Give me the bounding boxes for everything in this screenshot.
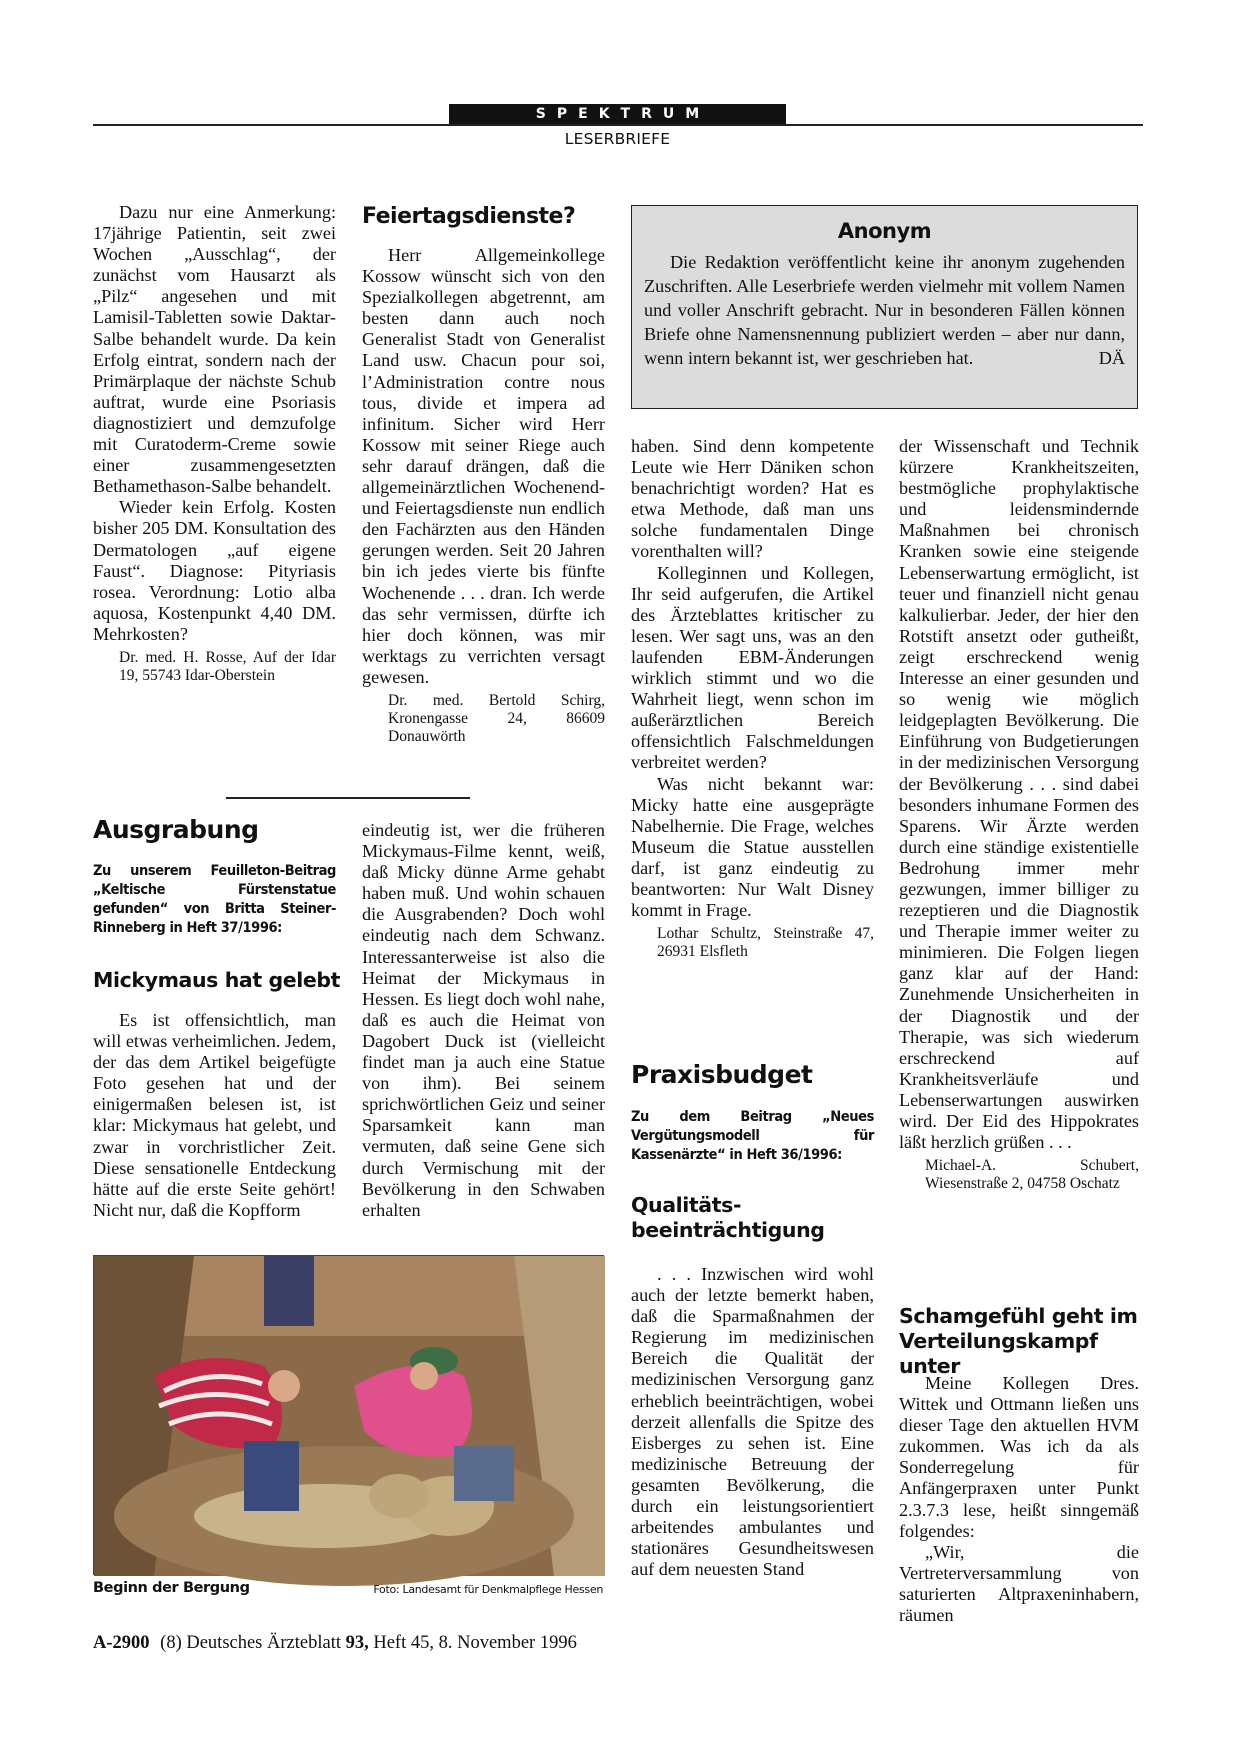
- section-title-praxisbudget: Praxisbudget: [631, 1060, 813, 1089]
- letter-schultz: [631, 436, 874, 1011]
- volume: 93,: [345, 1633, 369, 1653]
- title-line: Schamgefühl geht im: [899, 1304, 1138, 1328]
- box-sign: DÄ: [1098, 348, 1125, 368]
- box-body: Die Redaktion veröffentlicht keine ihr anonym zugehenden Zuschriften. Alle Leserbriefe werden vielmehr mit vollem Namen und voller Anschrift gebracht. Nur in besonderen Fällen können Briefe ohne Namensnennung publiziert werden – aber nur dann, wenn intern bekannt ist, wer geschrieben hat.: [644, 252, 1125, 368]
- subsection-title: LESERBRIEFE: [564, 130, 671, 148]
- signature: Dr. med. H. Rosse, Auf der Idar 19, 55743 Idar-Oberstein: [119, 648, 336, 684]
- letter-rosse: [93, 202, 336, 782]
- article-mickymaus-col2: [362, 820, 605, 1245]
- page-code: A-2900: [93, 1633, 150, 1653]
- section-title: SPEKTRUM: [535, 106, 711, 122]
- title-line: Verteilungskampf unter: [899, 1329, 1098, 1378]
- paragraph: „Wir, die Vertreterversammlung von saturierten Altpraxeninhabern, räumen: [899, 1541, 1139, 1626]
- paragraph: Meine Kollegen Dres. Wittek und Ottmann ließen uns dieser Tage den aktuellen HVM zukommen. Was ich da als Sonderregelung für Anfängerpraxen unter Punkt 2.3.7.3 lese, heißt sinngemäß folgendes:: [899, 1373, 1139, 1541]
- paragraph: Was nicht bekannt war: Micky hatte eine ausgeprägte Nabelhernie. Die Frage, welches Museum die Statue ausstellen darf, ist ganz eindeutig zu beantworten: Nur Walt Disney kommt in Frage.: [631, 773, 874, 921]
- section-divider: [226, 797, 470, 799]
- box-title: Anonym: [837, 219, 932, 243]
- footer-line: [93, 1633, 577, 1654]
- paragraph: Kolleginnen und Kollegen, Ihr seid aufgerufen, die Artikel des Ärzteblattes kritischer zu lesen. Wer sagt uns, was an den laufenden EBM-Änderungen wirklich stimmt und wo die Wahrheit liegt, wenn schon im außerärztlichen Bereich offensichtlich Falschmeldungen verbreitet werden?: [631, 562, 874, 773]
- paragraph: Herr Allgemeinkollege Kossow wünscht sich von den Spezialkollegen abgetrennt, am besten dann auch noch Generalist Stadt von Generalist Land usw. Chacun pour soi, l’Administration contre nous tous, divide et impera ad infinitum. Sicher wird Herr Kossow mit seiner Riege auch sehr darauf drängen, daß die allgemeinärztlichen Wochenend- und Feiertagsdienste nun endlich den Fachärzten aus den Händen gerungen werden. Seit 20 Jahren bin ich jedes vierte bis fünfte Wochenende . . . dran. Ich werde das sehr vermissen, dürfte ich hier doch können, was mir werktags zu verrichten versagt gewesen.: [362, 245, 605, 687]
- paragraph: eindeutig ist, wer die früheren Mickymaus-Filme kennt, weiß, daß Micky dünne Arme gehabt haben muß. Und wohin schauen die Ausgrabenden? Doch wohl eindeutig nach dem Schwanz. Interessanterweise ist also die Heimat der Mickymaus in Hessen. Es liegt doch wohl nahe, daß es auch die Heimat von Dagobert Duck ist (vielleicht findet man ja auch eine Statue von ihm). Bei seinem sprichwörtlichen Geiz und seiner Sparsamkeit kann man vermuten, daß seine Gene sich durch Vermischung mit der Bevölkerung in den Schwaben erhalten: [362, 820, 605, 1220]
- paragraph: der Wissenschaft und Technik kürzere Krankheitszeiten, bestmögliche prophylaktische und leidensmindernde Maßnahmen bei chronisch Kranken sowie eine steigende Lebenserwartung ermöglicht, ist teuer und finanziell nicht genau kalkulierbar. Jeder, der hier den Rotstift ansetzt oder gutheißt, zeigt erschreckend wenig Interesse an einer gesunden und so wenig wie möglich leidgeplagten Bevölkerung. Die Einführung von Budgetierungen in der medizinischen Versorgung der Bevölkerung . . . sind dabei besonders inhumane Formen des Sparens. Wir Ärzte werden durch eine ständige existentielle Bedrohung immer mehr gezwungen, immer billiger zu rezeptieren und die Diagnostik und Therapie immer weiter zu minimieren. Die Folgen liegen ganz klar auf der Hand: Zunehmende Unsicherheiten in der Diagnostik und der Therapie, was sich wiederum erschreckend auf Krankheitsverläufe und Lebenserwartungen auswirken wird. Der Eid des Hippokrates läßt herzlich grüßen . . .: [899, 436, 1139, 1153]
- header-rule: [93, 124, 1143, 126]
- article-qualitaet: [631, 1264, 874, 1584]
- article-title-schamgefuehl: [899, 1304, 1149, 1379]
- letter-schubert: [899, 436, 1139, 1261]
- box-text: [632, 244, 1137, 370]
- article-title: Feiertagsdienste?: [362, 204, 576, 229]
- letter-schirg: [362, 245, 605, 785]
- photo-caption: Beginn der Bergung: [93, 1580, 250, 1596]
- issue-date: Heft 45, 8. November 1996: [373, 1633, 577, 1653]
- article-schamgefuehl: [899, 1373, 1139, 1626]
- paragraph: haben. Sind denn kompetente Leute wie Herr Däniken schon benachrichtigt worden? Hat es etwa Methode, daß man uns solche fundamentalen Dinge vorenthalten will?: [631, 436, 874, 562]
- signature: Dr. med. Bertold Schirg, Kronengasse 24, 86609 Donauwörth: [388, 691, 605, 745]
- anonym-box: [631, 205, 1138, 409]
- lead-ausgrabung: Zu unserem Feuilleton-Beitrag „Keltische Fürstenstatue gefunden“ von Britta Steiner-Rinneberg in Heft 37/1996:: [93, 863, 336, 936]
- excavation-photo: [93, 1255, 604, 1575]
- paragraph: Dazu nur eine Anmerkung: 17jährige Patientin, seit zwei Wochen „Ausschlag“, der zunächst vom Hausarzt als „Pilz“ angesehen und mit Lamisil-Tabletten sowie Daktar-Salbe behandelt wurde. Da kein Erfolg eintrat, sondern nach der Primärplaque der nächste Schub auftrat, wurde eine Psoriasis diagnostiziert und demzufolge mit Curatoderm-Creme sowie einer zusammengesetzten Bethamethason-Salbe behandelt.: [93, 202, 336, 497]
- article-mickymaus-col1: [93, 1010, 336, 1245]
- signature: Lothar Schultz, Steinstraße 47, 26931 Elsfleth: [657, 925, 874, 961]
- section-bar: [449, 104, 786, 124]
- subtitle-line: Qualitäts-: [631, 1193, 742, 1217]
- subtitle-mickymaus: Mickymaus hat gelebt: [93, 968, 341, 992]
- paragraph: Es ist offensichtlich, man will etwas verheimlichen. Jedem, der das dem Artikel beigefügte Foto gesehen hat und der einigermaßen belesen ist, ist klar: Mickymaus hat gelebt, und zwar in vorchristlicher Zeit. Diese sensationelle Entdeckung hätte auf die erste Seite gehört! Nicht nur, daß die Kopfform: [93, 1010, 336, 1220]
- signature: Michael-A. Schubert, Wiesenstraße 2, 04758 Oschatz: [925, 1157, 1139, 1193]
- paragraph: . . . Inzwischen wird wohl auch der letzte bemerkt haben, daß die Sparmaßnahmen der Regierung im medizinischen Bereich die Qualität der medizinischen Versorgung ganz erheblich beeinträchtigen, wobei derzeit allenfalls die Spitze des Eisberges zu sehen ist. Eine medizinische Betreuung der gesamten Bevölkerung, die durch ein leistungsorientiert arbeitendes ambulantes und stationäres Gesundheitswesen auf dem neuesten Stand: [631, 1264, 874, 1580]
- lead-praxisbudget: Zu dem Beitrag „Neues Vergütungsmodell für Kassenärzte“ in Heft 36/1996:: [631, 1109, 874, 1163]
- subtitle-line: beeinträchtigung: [631, 1218, 825, 1242]
- photo-credit: Foto: Landesamt für Denkmalpflege Hessen: [373, 1583, 603, 1596]
- subtitle-qualitaet: [631, 1193, 881, 1243]
- section-title-ausgrabung: Ausgrabung: [93, 815, 259, 844]
- issue-prefix: (8) Deutsches Ärzteblatt: [160, 1633, 341, 1653]
- paragraph: Wieder kein Erfolg. Kosten bisher 205 DM. Konsultation des Dermatologen „auf eigene Faust“. Diagnose: Pityriasis rosea. Verordnung: Lotio alba aquosa, Kostenpunkt 4,40 DM. Mehrkosten?: [93, 497, 336, 644]
